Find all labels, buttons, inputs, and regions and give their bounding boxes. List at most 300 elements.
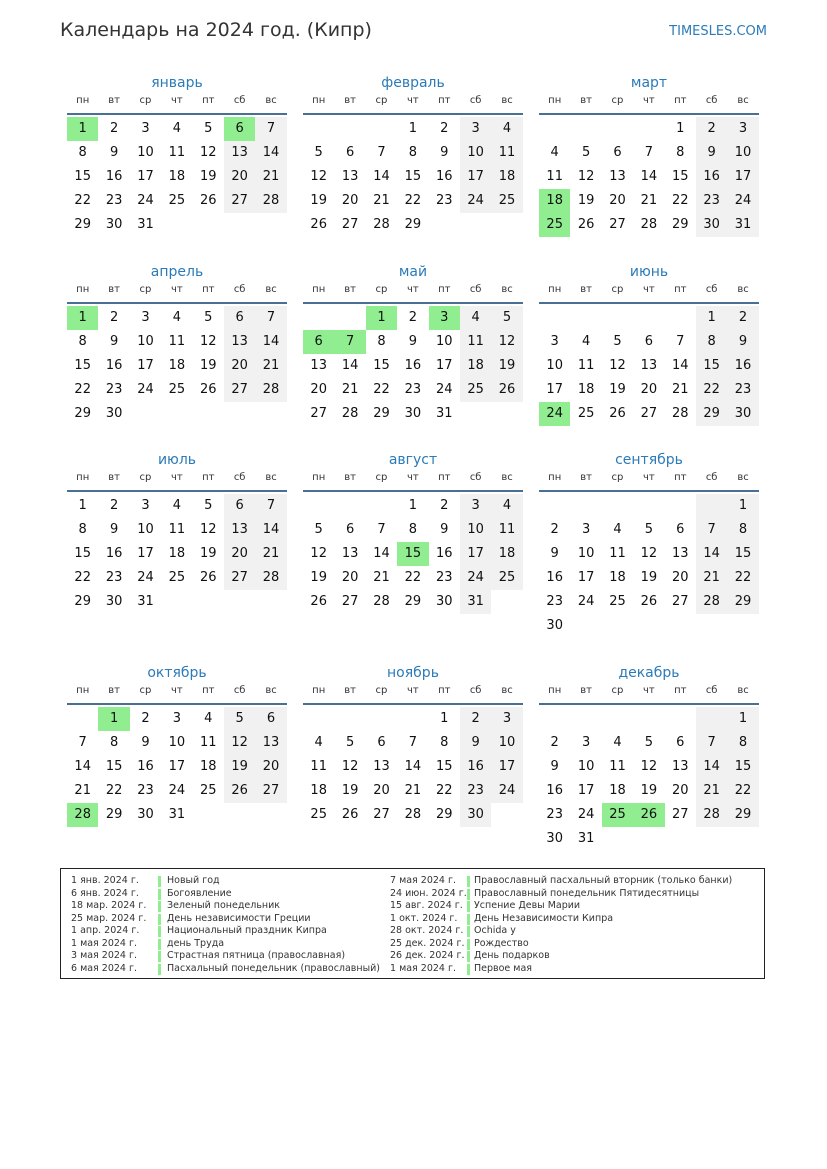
day-cell: 1: [408, 121, 417, 136]
day-cell: 22: [727, 566, 758, 590]
empty-cell: [334, 306, 365, 330]
day-cell: 2: [460, 707, 491, 731]
day-cell: 22: [404, 193, 422, 208]
day-cell: 2: [440, 121, 449, 136]
weekday-label: вс: [501, 284, 513, 295]
day-cell: 31: [168, 807, 186, 822]
empty-cell: [366, 117, 397, 141]
day-cell: 13: [671, 759, 689, 774]
weekday-header: [67, 93, 287, 115]
day-cell: 13: [373, 759, 390, 774]
day-cell: 17: [727, 165, 758, 189]
day-cell: 28: [696, 803, 727, 827]
holiday-marker: [467, 901, 470, 912]
day-cell: 20: [224, 165, 255, 189]
day-cell: 15: [671, 169, 689, 184]
month-9: [67, 663, 287, 827]
day-cell: 17: [460, 165, 491, 189]
holiday-name: Пасхальный понедельник (православный): [167, 962, 381, 974]
day-cell: 10: [577, 759, 595, 774]
day-cell: 26: [199, 570, 217, 585]
day-cell: 29: [727, 590, 758, 614]
day-cell: 10: [727, 141, 758, 165]
weekday-label: пн: [312, 284, 326, 295]
day-cell: 4: [204, 711, 213, 726]
day-cell: 22: [373, 382, 390, 397]
empty-cell: [539, 117, 570, 141]
month-7: [303, 450, 523, 614]
day-cell: 1: [727, 707, 758, 731]
day-cell: 2: [109, 310, 119, 325]
day-cell: 29: [696, 402, 727, 426]
empty-cell: [602, 707, 633, 731]
day-cell: 18: [168, 358, 186, 373]
weekday-label: чт: [407, 284, 419, 295]
month-name: июнь: [629, 264, 669, 280]
day-cell: 25: [460, 378, 491, 402]
day-cell: 30: [105, 217, 123, 232]
holiday-date: 25 мар. 2024 г.: [71, 912, 147, 924]
page-title: Календарь на 2024 год. (Кипр): [60, 19, 372, 41]
holiday-date: 7 мая 2024 г.: [390, 875, 456, 886]
day-cell: 17: [546, 382, 563, 397]
day-cell: 26: [224, 779, 255, 803]
day-cell: 25: [168, 382, 186, 397]
day-cell: 5: [491, 306, 522, 330]
day-cell: 19: [199, 358, 217, 373]
day-cell: 15: [74, 169, 91, 184]
day-cell: 12: [609, 358, 626, 373]
day-cell: 8: [727, 731, 758, 755]
empty-cell: [696, 494, 727, 518]
day-cell: 13: [255, 731, 286, 755]
day-cell: 21: [373, 193, 390, 208]
day-cell: 21: [404, 783, 422, 798]
day-cell: 14: [696, 755, 727, 779]
day-cell: 19: [310, 570, 327, 585]
weekday-label: чт: [407, 685, 419, 696]
day-cell: 5: [224, 707, 255, 731]
day-cell: 31: [137, 594, 154, 609]
empty-cell: [696, 707, 727, 731]
day-cell: 26: [491, 378, 522, 402]
empty-cell: [397, 707, 428, 731]
day-cell: 12: [199, 522, 217, 537]
month-3: [67, 262, 287, 426]
day-cell: 13: [341, 546, 359, 561]
day-cell: 19: [341, 783, 359, 798]
day-cell: 15: [373, 358, 390, 373]
holiday-marker: [467, 889, 470, 900]
day-cell: 23: [460, 779, 491, 803]
weekday-label: чт: [171, 284, 183, 295]
holiday-name: Новый год: [167, 875, 220, 886]
weekday-label: пн: [548, 685, 562, 696]
holiday-name: Успение Девы Марии: [474, 900, 581, 911]
day-cell: 10: [546, 358, 563, 373]
holiday-date: 1 мая 2024 г.: [390, 962, 456, 974]
day-cell: 10: [137, 334, 154, 349]
day-cell: 26: [199, 382, 217, 397]
day-cell: 21: [696, 566, 727, 590]
day-cell: 6: [224, 494, 255, 518]
day-cell: 7: [377, 145, 386, 160]
day-cell: 31: [435, 406, 453, 421]
day-cell: 3: [491, 707, 522, 731]
weekday-label: пн: [76, 284, 90, 295]
day-cell: 21: [255, 354, 286, 378]
holiday-name: Рождество: [474, 937, 529, 949]
holiday-date: 18 мар. 2024 г.: [71, 900, 147, 911]
day-grid: [303, 117, 523, 237]
weekday-label: пт: [202, 472, 215, 483]
weekday-label: ср: [375, 472, 388, 483]
day-cell: 18: [460, 354, 491, 378]
holiday-marker: [158, 926, 161, 937]
day-cell: 13: [224, 330, 255, 354]
weekday-label: пт: [438, 95, 451, 106]
day-grid: [67, 707, 287, 827]
day-cell: 2: [727, 306, 758, 330]
holiday-date: 6 янв. 2024 г.: [71, 887, 139, 899]
day-cell: 16: [105, 546, 123, 561]
month-name: ноябрь: [387, 665, 439, 681]
month-name: август: [388, 452, 438, 468]
empty-cell: [334, 707, 365, 731]
day-cell: 19: [577, 193, 595, 208]
weekday-label: пн: [548, 472, 562, 483]
day-cell: 26: [310, 217, 327, 232]
day-cell: 28: [373, 594, 390, 609]
day-cell: 23: [696, 189, 727, 213]
month-5: [539, 262, 759, 426]
day-cell: 28: [341, 406, 359, 421]
holiday-day-cell: 24: [539, 402, 570, 426]
day-cell: 2: [696, 117, 727, 141]
day-cell: 21: [373, 570, 390, 585]
day-cell: 19: [224, 755, 255, 779]
day-cell: 10: [435, 334, 453, 349]
month-name: декабрь: [618, 665, 680, 681]
day-cell: 16: [105, 358, 123, 373]
month-name: февраль: [381, 75, 445, 91]
day-cell: 29: [373, 406, 390, 421]
day-cell: 2: [408, 310, 417, 325]
weekday-header: [303, 282, 523, 304]
day-cell: 27: [224, 566, 255, 590]
holiday-marker: [158, 876, 161, 887]
holiday-day-cell: 25: [539, 213, 570, 237]
day-cell: 13: [640, 358, 658, 373]
month-name: июль: [157, 452, 197, 468]
day-cell: 8: [78, 145, 87, 160]
day-cell: 6: [676, 522, 685, 537]
weekday-label: пт: [674, 95, 687, 106]
weekday-label: пн: [312, 472, 326, 483]
weekday-label: вс: [737, 685, 749, 696]
day-cell: 22: [727, 779, 758, 803]
day-cell: 8: [78, 522, 87, 537]
month-name: январь: [151, 75, 203, 91]
day-cell: 25: [199, 783, 217, 798]
weekday-label: чт: [643, 95, 655, 106]
weekday-header: [303, 93, 523, 115]
day-cell: 5: [581, 145, 591, 160]
holiday-name: Православный понедельник Пятидесятницы: [474, 887, 700, 899]
empty-cell: [633, 707, 664, 731]
weekday-label: вт: [344, 685, 356, 696]
day-cell: 20: [224, 542, 255, 566]
day-cell: 9: [550, 546, 559, 561]
day-cell: 4: [172, 121, 181, 136]
day-cell: 29: [727, 803, 758, 827]
day-cell: 3: [172, 711, 181, 726]
day-cell: 17: [137, 169, 154, 184]
weekday-label: пт: [674, 685, 687, 696]
day-cell: 13: [341, 169, 359, 184]
day-cell: 11: [546, 169, 563, 184]
day-cell: 30: [105, 406, 123, 421]
month-6: [67, 450, 287, 614]
day-cell: 23: [727, 378, 758, 402]
holiday-name: Первое мая: [474, 962, 532, 974]
day-cell: 28: [696, 590, 727, 614]
weekday-label: чт: [407, 472, 419, 483]
day-cell: 4: [613, 735, 622, 750]
weekday-label: ср: [375, 685, 388, 696]
holiday-marker: [467, 951, 470, 962]
day-cell: 10: [137, 145, 154, 160]
weekday-label: вт: [108, 284, 120, 295]
day-cell: 27: [671, 807, 689, 822]
day-cell: 10: [460, 141, 491, 165]
holiday-name: День независимости Греции: [167, 912, 311, 924]
day-grid: [303, 494, 523, 614]
holiday-marker: [158, 901, 161, 912]
weekday-label: вт: [108, 95, 120, 106]
day-cell: 11: [577, 358, 595, 373]
weekday-label: ср: [611, 472, 624, 483]
day-cell: 18: [491, 165, 522, 189]
day-cell: 16: [105, 169, 123, 184]
day-cell: 15: [74, 358, 91, 373]
day-cell: 9: [109, 145, 119, 160]
empty-cell: [67, 707, 98, 731]
weekday-label: пт: [438, 685, 451, 696]
day-cell: 17: [577, 570, 595, 585]
day-cell: 31: [460, 590, 491, 614]
weekday-header: [67, 470, 287, 492]
day-cell: 21: [255, 542, 286, 566]
weekday-label: ср: [611, 685, 624, 696]
day-cell: 27: [671, 594, 689, 609]
day-cell: 25: [168, 570, 186, 585]
weekday-label: вс: [501, 472, 513, 483]
weekday-header: [539, 683, 759, 705]
day-cell: 18: [168, 546, 186, 561]
day-cell: 21: [696, 779, 727, 803]
holiday-marker: [158, 914, 161, 925]
holiday-date: 6 мая 2024 г.: [71, 962, 137, 974]
day-cell: 17: [577, 783, 595, 798]
day-cell: 30: [696, 213, 727, 237]
day-cell: 16: [546, 783, 563, 798]
holiday-marker: [158, 964, 161, 975]
holiday-name: Православный пасхальный вторник (только банки): [474, 875, 733, 886]
day-cell: 9: [440, 145, 449, 160]
day-cell: 25: [491, 566, 522, 590]
weekday-label: сб: [469, 284, 482, 295]
day-cell: 6: [345, 522, 355, 537]
day-cell: 24: [491, 779, 522, 803]
day-cell: 29: [74, 406, 91, 421]
weekday-label: сб: [469, 472, 482, 483]
day-cell: 29: [74, 594, 91, 609]
weekday-label: вт: [580, 284, 592, 295]
day-cell: 9: [141, 735, 150, 750]
day-cell: 28: [404, 807, 422, 822]
day-cell: 19: [640, 570, 658, 585]
day-cell: 28: [373, 217, 390, 232]
day-cell: 18: [491, 542, 522, 566]
day-cell: 2: [109, 121, 119, 136]
day-cell: 6: [644, 334, 653, 349]
month-4: [303, 262, 523, 426]
weekday-label: вт: [580, 685, 592, 696]
holiday-marker: [158, 939, 161, 950]
day-cell: 24: [460, 566, 491, 590]
day-cell: 24: [460, 189, 491, 213]
holiday-marker: [467, 926, 470, 937]
day-cell: 20: [640, 382, 658, 397]
day-cell: 16: [696, 165, 727, 189]
day-cell: 3: [727, 117, 758, 141]
empty-cell: [334, 494, 365, 518]
day-cell: 12: [640, 546, 658, 561]
day-cell: 23: [435, 193, 453, 208]
day-cell: 20: [310, 382, 327, 397]
weekday-label: вс: [265, 95, 277, 106]
holiday-day-cell: 1: [366, 306, 397, 330]
day-cell: 1: [727, 494, 758, 518]
day-cell: 28: [255, 378, 286, 402]
month-1: [303, 73, 523, 237]
day-cell: 6: [224, 306, 255, 330]
day-cell: 8: [440, 735, 449, 750]
weekday-label: пт: [438, 472, 451, 483]
weekday-label: сб: [469, 685, 482, 696]
day-cell: 17: [137, 546, 154, 561]
day-cell: 1: [676, 121, 685, 136]
weekday-label: вс: [265, 284, 277, 295]
day-cell: 15: [435, 759, 453, 774]
day-cell: 5: [314, 145, 323, 160]
weekday-label: чт: [171, 685, 183, 696]
weekday-label: пн: [548, 284, 562, 295]
day-cell: 29: [404, 594, 422, 609]
empty-cell: [539, 306, 570, 330]
day-cell: 2: [109, 498, 119, 513]
holiday-name: Зеленый понедельник: [167, 900, 281, 911]
weekday-label: сб: [233, 284, 246, 295]
day-cell: 25: [577, 406, 595, 421]
day-cell: 7: [255, 494, 286, 518]
day-cell: 22: [435, 783, 453, 798]
day-cell: 23: [546, 594, 563, 609]
site-link[interactable]: TIMESLES.COM: [669, 24, 767, 39]
day-cell: 4: [613, 522, 622, 537]
weekday-label: пн: [548, 95, 562, 106]
weekday-label: сб: [705, 685, 718, 696]
empty-cell: [334, 117, 365, 141]
day-cell: 21: [671, 382, 689, 397]
day-cell: 21: [255, 165, 286, 189]
empty-cell: [366, 494, 397, 518]
day-cell: 11: [460, 330, 491, 354]
day-cell: 13: [671, 546, 689, 561]
day-cell: 15: [404, 169, 422, 184]
day-cell: 8: [408, 145, 417, 160]
day-cell: 4: [491, 494, 522, 518]
day-cell: 8: [408, 522, 417, 537]
day-cell: 16: [460, 755, 491, 779]
day-cell: 29: [404, 217, 422, 232]
day-cell: 26: [609, 406, 626, 421]
empty-cell: [570, 494, 601, 518]
day-cell: 20: [224, 354, 255, 378]
holiday-day-cell: 1: [98, 707, 129, 731]
day-cell: 1: [440, 711, 449, 726]
weekday-label: ср: [139, 685, 152, 696]
day-cell: 21: [640, 193, 658, 208]
day-cell: 23: [404, 382, 422, 397]
weekday-label: вт: [108, 472, 120, 483]
weekday-label: сб: [233, 95, 246, 106]
empty-cell: [633, 494, 664, 518]
weekday-label: вт: [580, 95, 592, 106]
day-cell: 5: [644, 522, 653, 537]
day-cell: 14: [255, 518, 286, 542]
day-cell: 28: [255, 566, 286, 590]
empty-cell: [303, 117, 334, 141]
day-cell: 5: [644, 735, 653, 750]
holiday-day-cell: 18: [539, 189, 570, 213]
day-cell: 16: [137, 759, 154, 774]
weekday-label: вт: [344, 284, 356, 295]
day-cell: 23: [435, 570, 453, 585]
day-cell: 12: [577, 169, 595, 184]
holiday-date: 25 дек. 2024 г.: [390, 937, 465, 949]
empty-cell: [570, 306, 601, 330]
weekday-label: вт: [108, 685, 120, 696]
empty-cell: [602, 306, 633, 330]
holiday-day-cell: 25: [602, 803, 633, 827]
day-cell: 5: [345, 735, 355, 750]
day-cell: 10: [491, 731, 522, 755]
day-cell: 27: [341, 217, 359, 232]
day-cell: 30: [435, 594, 453, 609]
day-grid: [539, 306, 759, 426]
day-cell: 4: [172, 310, 181, 325]
empty-cell: [570, 117, 601, 141]
weekday-label: вс: [501, 685, 513, 696]
day-cell: 11: [491, 141, 522, 165]
day-cell: 14: [373, 169, 390, 184]
day-cell: 27: [224, 189, 255, 213]
day-cell: 30: [137, 807, 154, 822]
holiday-name: Богоявление: [167, 887, 232, 899]
holiday-day-cell: 26: [633, 803, 664, 827]
